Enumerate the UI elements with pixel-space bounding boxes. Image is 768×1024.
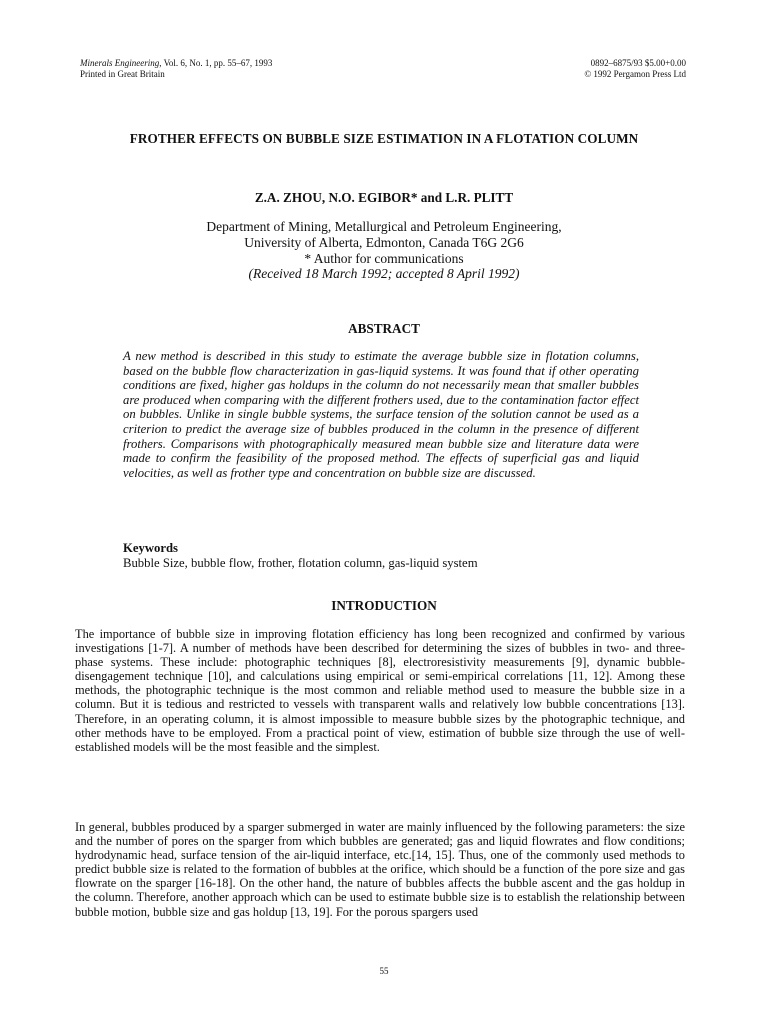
affiliation-university: University of Alberta, Edmonton, Canada T6G 2G6 <box>244 234 524 250</box>
corresponding-author-note: * Author for communications <box>304 250 464 266</box>
issn-price: 0892–6875/93 $5.00+0.00 <box>590 58 686 68</box>
copyright: © 1992 Pergamon Press Ltd <box>584 69 686 79</box>
keywords-list: Bubble Size, bubble flow, frother, flotation column, gas-liquid system <box>123 556 478 570</box>
affiliation-department: Department of Mining, Metallurgical and Petroleum Engineering, <box>206 219 562 234</box>
journal-citation: Minerals Engineering, Vol. 6, No. 1, pp. 55–67, 1993 <box>80 58 273 68</box>
introduction-paragraph-2: In general, bubbles produced by a sparger submerged in water are mainly influenced by the following parameters: the size and the number of pores on the sparger from which bubbles are generated; gas and liquid flowrates and flow conditions; hydrodynamic head, surface tension of the air-liquid interface, etc.[14, 15]. Thus, one of the commonly used methods to predict bubble size is related to the formation of bubbles at the orifice, which should be a function of the pore size and gas flowrate on the sparger [16-18]. On the other hand, the nature of bubbles affects the bubble ascent and the gas holdup in the column. Therefore, another approach which can be used to estimate bubble size is to establish the relationship between bubble motion, bubble size and gas holdup [13, 19]. For the porous spargers used <box>75 820 685 919</box>
abstract-text: A new method is described in this study to estimate the average bubble size in flotation columns, based on the bubble flow characterization in gas-liquid systems. It was found that if other operating conditions are fixed, higher gas holdups in the column do not necessarily mean that smaller bubbles are produced when comparing with the different frothers used, due to the contamination factor effect on bubbles. Unlike in single bubble systems, the surface tension of the solution cannot be used as a criterion to predict the average size of bubbles produced in the column in the presence of different frothers. Comparisons with photographically measured mean bubble size and literature data were made to confirm the feasibility of the proposed method. The effects of superficial gas and liquid velocities, as well as frother type and concentration on bubble size are discussed. <box>123 349 639 480</box>
journal-name: Minerals Engineering <box>80 58 160 68</box>
affiliation-block <box>0 219 768 282</box>
publisher-header <box>584 58 686 80</box>
printed-in: Printed in Great Britain <box>80 69 165 79</box>
paper-title: FROTHER EFFECTS ON BUBBLE SIZE ESTIMATION IN A FLOTATION COLUMN <box>129 131 639 146</box>
received-dates: (Received 18 March 1992; accepted 8 April 1992) <box>248 266 520 282</box>
journal-header <box>80 58 272 80</box>
introduction-heading: INTRODUCTION <box>331 598 437 613</box>
introduction-paragraph-1: The importance of bubble size in improving flotation efficiency has long been recognized and confirmed by various investigations [1-7]. A number of methods have been described for determining the sizes of bubbles in two- and three-phase systems. These include: photographic techniques [8], electroresistivity measurements [9], dynamic bubble-disengagement technique [10], and calculations using empirical or semi-empirical correlations [11, 12]. Among these methods, the photographic technique is the most common and reliable method used to measure the bubble size in a column. But it is tedious and restricted to vessels with transparent walls and relatively low bubble concentrations [13]. Therefore, in an operating column, it is almost impossible to measure bubble sizes by the photographic technique, and other methods have to be employed. From a practical point of view, estimation of bubble size through the use of well-established models will be the most feasible and the simplest. <box>75 627 685 754</box>
abstract-heading: ABSTRACT <box>348 321 420 336</box>
page-number: 55 <box>379 966 389 976</box>
author-list: Z.A. ZHOU, N.O. EGIBOR* and L.R. PLITT <box>254 190 514 205</box>
keywords-heading: Keywords <box>123 541 178 555</box>
keywords-block <box>123 541 643 571</box>
